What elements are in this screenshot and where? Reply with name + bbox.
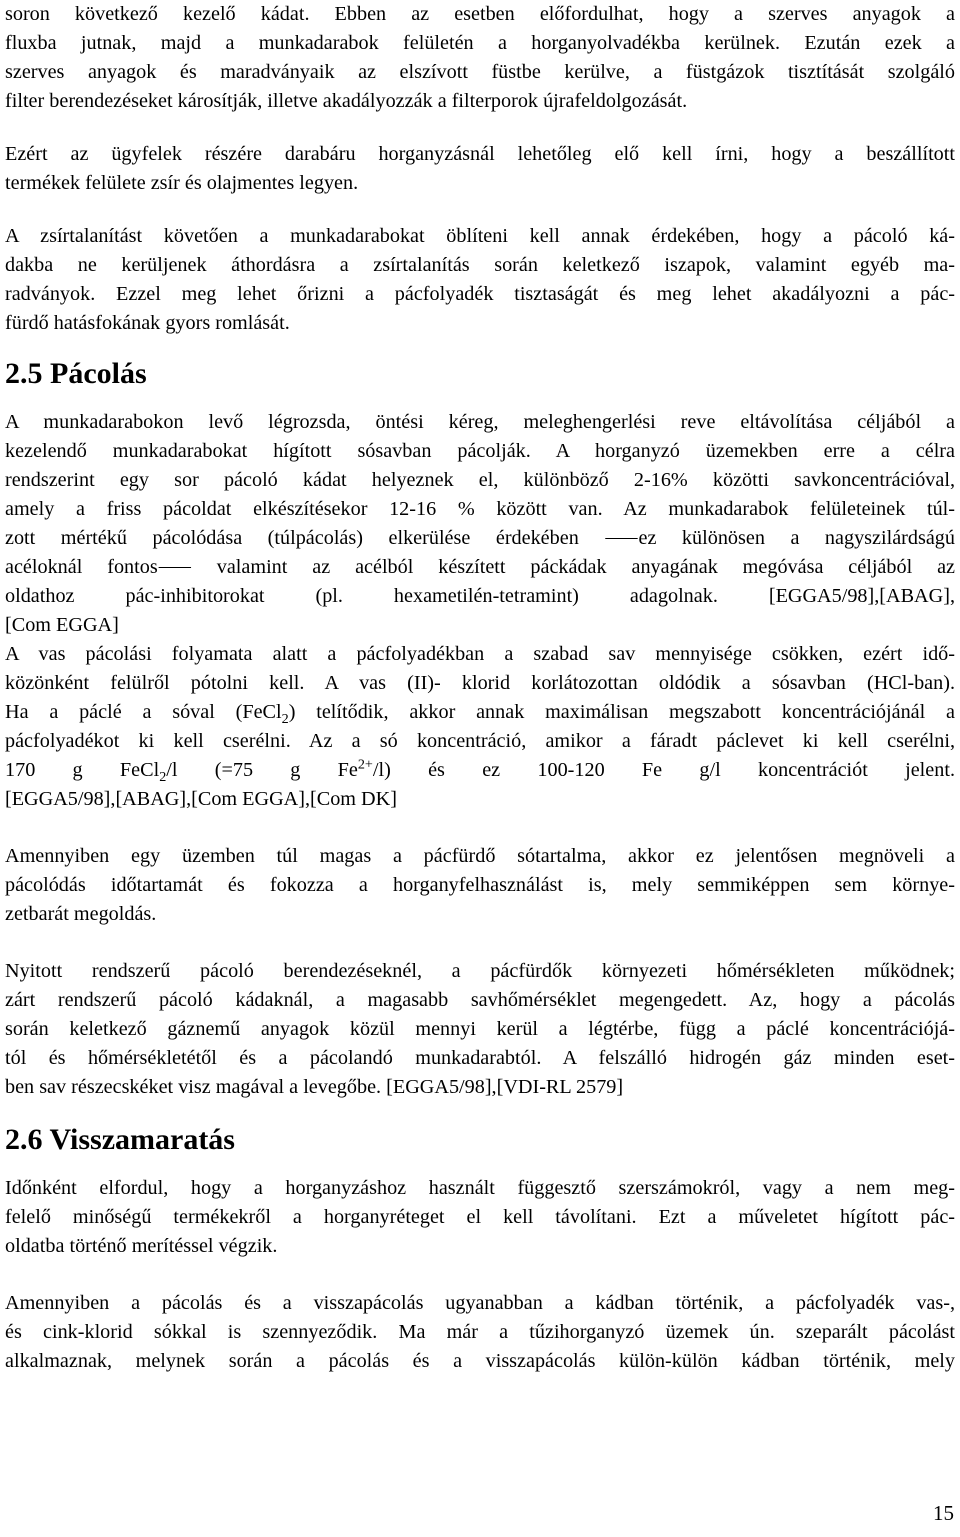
- text-line: során keletkező gáznemű anyagok közül mennyi kerül a légtérbe, függ a páclé koncentrációjá-: [5, 1018, 955, 1040]
- paragraph-rinsing: [5, 222, 955, 338]
- paragraph-separated-pickling: [5, 1289, 955, 1376]
- text-line: és cink-klorid sókkal is szennyeződik. Ma már a tűzihorganyzó üzemek ún. szeparált pácolást: [5, 1321, 955, 1343]
- text-line: [Com EGGA]: [5, 614, 119, 636]
- text-line: pácolódás időtartamát és fokozza a horganyfelhasználást is, mely semmiképpen sem környe-: [5, 874, 955, 896]
- text-line: közönként felülről pótolni kell. A vas (II)- klorid korlátozottan oldódik a sósavban (HCl-ban).: [5, 672, 955, 694]
- text-line: tól és hőmérsékletétől és a pácolandó munkadarabtól. A felszálló hidrogén gáz minden eset-: [5, 1047, 955, 1069]
- text-fragment: 170 g FeCl: [5, 759, 160, 781]
- text-line: ben sav részecskéket visz magával a levegőbe. [EGGA5/98],[VDI-RL 2579]: [5, 1076, 624, 1098]
- paragraph-iron-pickling: [5, 640, 955, 814]
- text-line: termékek felülete zsír és olajmentes legyen.: [5, 172, 359, 194]
- subscript: 2: [159, 769, 167, 786]
- paragraph-open-closed-systems: [5, 957, 955, 1102]
- text-line: pácfolyadékot ki kell cserélni. Az a só koncentráció, amikor a fáradt páclevet ki kell cserélni,: [5, 730, 955, 752]
- text-line: amely a friss pácoldat elkészítésekor 12-16 % között van. Az munkadarabok felületeinek túl-: [5, 498, 955, 520]
- text-line: alkalmaznak, melynek során a pácolás és a visszapácolás külön-külön kádban történik, mely: [5, 1350, 955, 1372]
- text-fragment: ) telítődik, akkor annak maximálisan megszabott koncentrációjánál a: [288, 701, 956, 723]
- text-line: [5, 756, 955, 785]
- text-line: Időnként elfordul, hogy a horganyzáshoz használt függesztő szerszámokról, vagy a nem meg-: [5, 1177, 955, 1199]
- text-line: Amennyiben a pácolás és a visszapácolás ugyanabban a kádban történik, a pácfolyadék vas-,: [5, 1292, 955, 1314]
- text-line: szerves anyagok és maradványaik az elszívott füstbe kerülve, a füstgázok tisztítását szolgáló: [5, 61, 955, 83]
- text-line: zetbarát megoldás.: [5, 903, 157, 925]
- paragraph-customer-requirement: [5, 140, 955, 198]
- text-line: filter berendezéseket károsítják, illetve akadályozzák a filterporok újrafeldolgozását.: [5, 90, 688, 112]
- text-line: acéloknál fontos⸺ valamint az acélból készített páckádak anyagának megóvása céljából az: [5, 556, 955, 578]
- text-line: A zsírtalanítást követően a munkadarabokat öblíteni kell annak érdekében, hogy a pácoló ká-: [5, 225, 955, 247]
- subscript: 2: [281, 711, 289, 728]
- text-line: zárt rendszerű pácoló kádaknál, a magasabb savhőmérséklet megengedett. Az, hogy a pácolás: [5, 989, 955, 1011]
- text-line: fürdő hatásfokának gyors romlását.: [5, 312, 290, 334]
- paragraph-salt-content: [5, 842, 955, 929]
- text-fragment: /l) és ez 100-120 Fe g/l koncentrációt jelent.: [372, 759, 955, 781]
- section-heading-pickling: 2.5 Pácolás: [5, 357, 147, 390]
- document-page: [5, 0, 955, 1376]
- text-line: Nyitott rendszerű pácoló berendezéseknél, a pácfürdők környezeti hőmérsékleten működnek;: [5, 960, 955, 982]
- text-line: Ezért az ügyfelek részére darabáru horganyzásnál lehetőleg elő kell írni, hogy a beszállított: [5, 143, 955, 165]
- page-number: 15: [933, 1501, 954, 1525]
- text-line: fluxba jutnak, majd a munkadarabok felületén a horganyolvadékba kerülnek. Ezután ezek a: [5, 32, 955, 54]
- paragraph-stripping: [5, 1174, 955, 1261]
- text-line: kezelendő munkadarabokat hígított sósavban pácolják. A horganyzó üzemekben erre a célra: [5, 440, 955, 462]
- text-line: felelő minőségű termékekről a horganyréteget el kell távolítani. Ezt a műveletet hígított pác-: [5, 1206, 955, 1228]
- text-line: oldathoz pác-inhibitorokat (pl. hexametilén-tetramint) adagolnak. [EGGA5/98],[ABAG],: [5, 585, 955, 607]
- text-line: soron következő kezelő kádat. Ebben az esetben előfordulhat, hogy a szerves anyagok a: [5, 3, 955, 25]
- text-line: Amennyiben egy üzemben túl magas a pácfürdő sótartalma, akkor ez jelentősen megnöveli a: [5, 845, 955, 867]
- text-line: dakba ne kerüljenek áthordásra a zsírtalanítás során keletkező iszapok, valamint egyéb ma-: [5, 254, 955, 276]
- superscript: 2+: [357, 756, 373, 773]
- text-line: [EGGA5/98],[ABAG],[Com EGGA],[Com DK]: [5, 788, 397, 810]
- text-fragment: Ha a páclé a sóval (FeCl: [5, 701, 282, 723]
- text-line: A munkadarabokon levő légrozsda, öntési kéreg, meleghengerlési reve eltávolítása céljából a: [5, 411, 955, 433]
- text-line: radványok. Ezzel meg lehet őrizni a pácfolyadék tisztaságát és meg lehet akadályozni a pác-: [5, 283, 955, 305]
- text-line: rendszerint egy sor pácoló kádat helyeznek el, különböző 2-16% közötti savkoncentrációval,: [5, 469, 955, 491]
- text-line: [5, 698, 955, 727]
- text-line: A vas pácolási folyamata alatt a pácfolyadékban a szabad sav mennyisége csökken, ezért idő-: [5, 643, 955, 665]
- paragraph-pickling-process: [5, 408, 955, 640]
- text-line: oldatba történő merítéssel végzik.: [5, 1235, 278, 1257]
- section-heading-stripping: 2.6 Visszamaratás: [5, 1123, 235, 1156]
- text-line: zott mértékű pácolódása (túlpácolás) elkerülése érdekében ⸺ez különösen a nagyszilárdságú: [5, 527, 955, 549]
- text-fragment: /l (=75 g Fe: [166, 759, 358, 781]
- paragraph-degreasing-contamination: [5, 0, 955, 116]
